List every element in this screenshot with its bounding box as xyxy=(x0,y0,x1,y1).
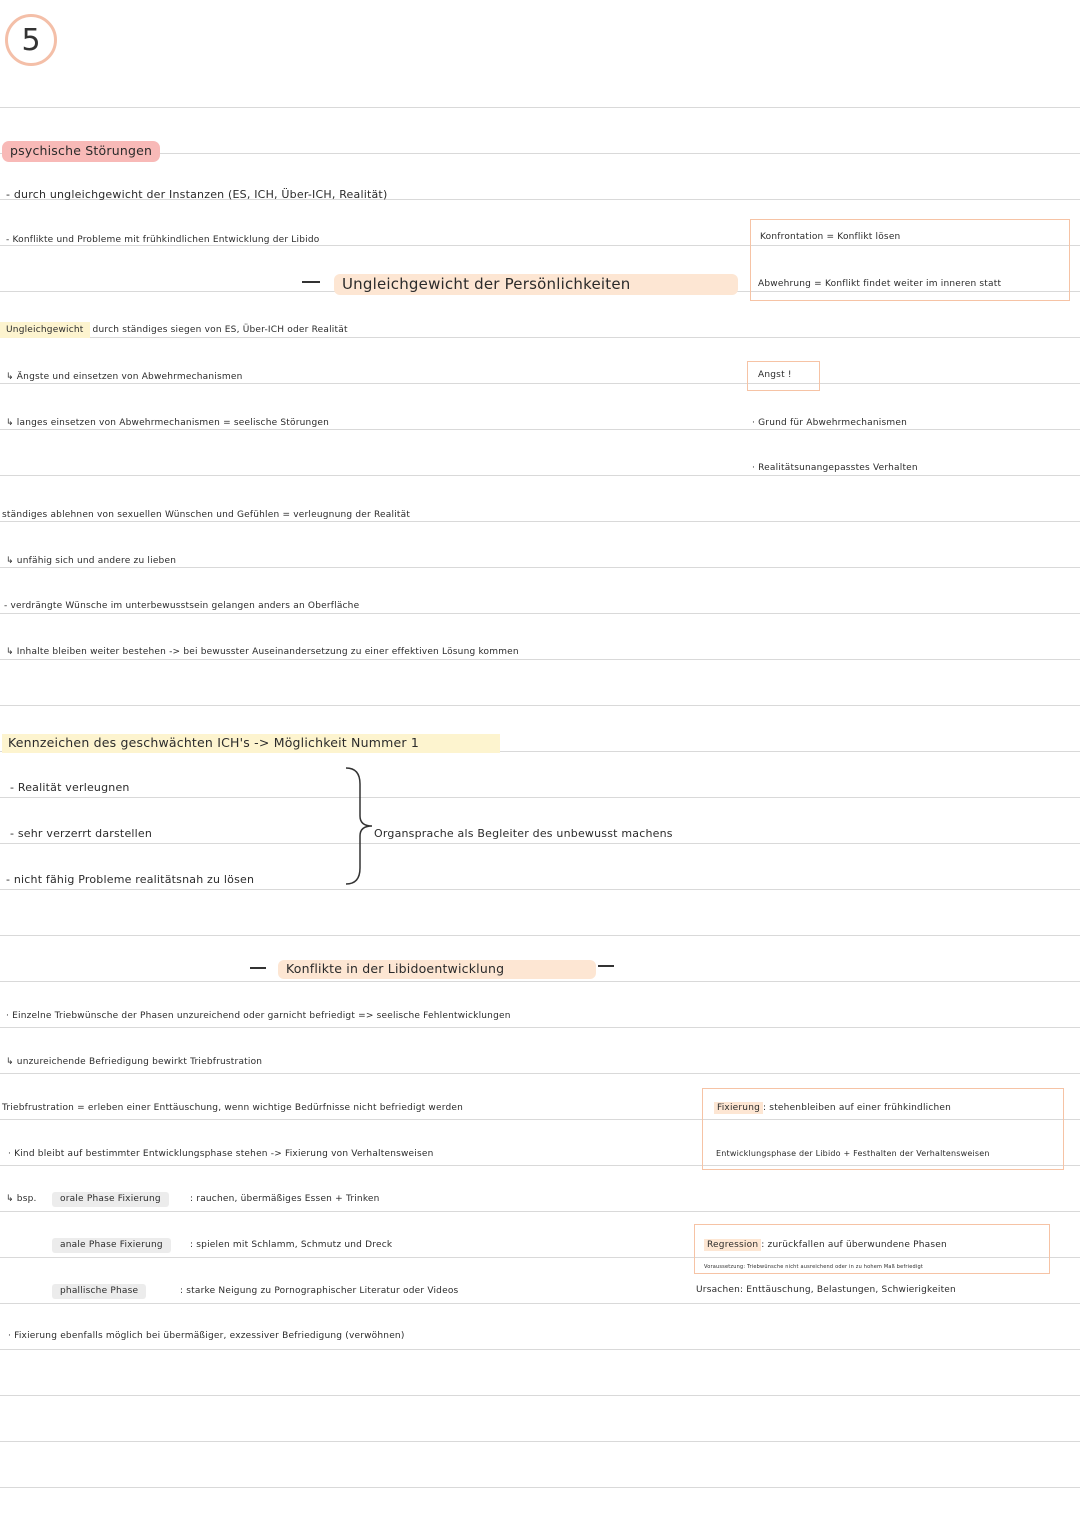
example-prefix: ↳ bsp. xyxy=(6,1194,37,1204)
side-angst-grund: · Grund für Abwehrmechanismen xyxy=(752,418,907,428)
dash-left xyxy=(302,281,320,283)
side-fixierung-line2: Entwicklungsphase der Libido + Festhalten der Verhaltensweisen xyxy=(716,1149,990,1158)
example-anale-text: : spielen mit Schlamm, Schmutz und Dreck xyxy=(190,1240,393,1250)
dash-right-2 xyxy=(598,965,614,967)
highlight-ungleichgewicht: Ungleichgewicht xyxy=(0,322,90,338)
line-verdraengte: - verdrängte Wünsche im unterbewusstsein gelangen anders an Oberfläche xyxy=(4,601,360,611)
side-regression-line xyxy=(704,1241,947,1250)
side-fixierung-label: Fixierung xyxy=(714,1102,763,1114)
example-orale-text: : rauchen, übermäßiges Essen + Trinken xyxy=(190,1194,380,1204)
brace-note-organsprache: Organsprache als Begleiter des unbewusst machens xyxy=(374,827,673,840)
heading-kennzeichen: Kennzeichen des geschwächten ICH's -> Möglichkeit Nummer 1 xyxy=(2,734,500,753)
bullet-ungleichgewicht: - durch ungleichgewicht der Instanzen (ES, ICH, Über-ICH, Realität) xyxy=(6,188,388,201)
example-anale-label: anale Phase Fixierung xyxy=(52,1238,171,1253)
subheading-ungleichgewicht: Ungleichgewicht der Persönlichkeiten xyxy=(334,274,738,295)
item-realitaet-verleugnen: - Realität verleugnen xyxy=(10,781,130,794)
heading-konflikte-libido: Konflikte in der Libidoentwicklung xyxy=(278,960,596,979)
page-number: 5 xyxy=(21,22,41,58)
page-number-badge xyxy=(5,14,57,66)
line-triebfrustration-def: Triebfrustration = erleben einer Enttäuschung, wenn wichtige Bedürfnisse nicht befriedigt werden xyxy=(2,1103,464,1113)
line-aengste: ↳ Ängste und einsetzen von Abwehrmechanismen xyxy=(6,372,243,382)
line-triebwuensche: · Einzelne Triebwünsche der Phasen unzureichend oder garnicht befriedigt => seelische Fehlentwicklungen xyxy=(6,1011,511,1021)
line-kind-bleibt: · Kind bleibt auf bestimmter Entwicklungsphase stehen -> Fixierung von Verhaltensweisen xyxy=(8,1149,434,1159)
side-regression-label: Regression xyxy=(704,1239,761,1251)
example-orale-label: orale Phase Fixierung xyxy=(52,1192,169,1207)
side-regression-fine-print: Voraussetzung: Triebwünsche nicht ausreichend oder in zu hohem Maß befriedigt xyxy=(704,1264,924,1270)
dash-left-2 xyxy=(250,967,266,969)
bullet-konflikte: - Konflikte und Probleme mit frühkindlichen Entwicklung der Libido xyxy=(6,235,320,245)
item-verzerrt: - sehr verzerrt darstellen xyxy=(10,827,153,840)
line-triebfrustration-bewirkt: ↳ unzureichende Befriedigung bewirkt Triebfrustration xyxy=(6,1057,263,1067)
line-unfaehig: ↳ unfähig sich und andere zu lieben xyxy=(6,556,177,566)
item-nicht-faehig: - nicht fähig Probleme realitätsnah zu lösen xyxy=(6,873,255,886)
side-konfrontation: Konfrontation = Konflikt lösen xyxy=(760,232,901,242)
side-regression-text: : zurückfallen auf überwundene Phasen xyxy=(761,1240,947,1250)
line-staendiges-siegen-rest: durch ständiges siegen von ES, Über-ICH oder Realität xyxy=(89,325,348,335)
side-angst-label: Angst ! xyxy=(758,370,792,380)
example-phallische-text: : starke Neigung zu Pornographischer Literatur oder Videos xyxy=(180,1286,459,1296)
line-fixierung-ebenfalls: · Fixierung ebenfalls möglich bei übermäßiger, exzessiver Befriedigung (verwöhnen) xyxy=(8,1331,405,1341)
side-regression-causes: Ursachen: Enttäuschung, Belastungen, Schwierigkeiten xyxy=(696,1285,956,1295)
line-staendiges-siegen xyxy=(0,326,348,335)
side-fixierung-line1 xyxy=(714,1104,951,1113)
example-phallische-label: phallische Phase xyxy=(52,1284,146,1299)
curly-brace-icon xyxy=(342,766,376,886)
line-langes-einsetzen: ↳ langes einsetzen von Abwehrmechanismen = seelische Störungen xyxy=(6,418,330,428)
line-inhalte: ↳ Inhalte bleiben weiter bestehen -> bei bewusster Auseinandersetzung zu einer effektiven Lösung kommen xyxy=(6,647,519,657)
side-abwehrung: Abwehrung = Konflikt findet weiter im inneren statt xyxy=(758,279,1002,289)
side-fixierung-text: : stehenbleiben auf einer frühkindlichen xyxy=(763,1103,952,1113)
side-angst-realitaet: · Realitätsunangepasstes Verhalten xyxy=(752,463,918,473)
heading-psychische-stoerungen: psychische Störungen xyxy=(2,141,160,162)
line-ablehnen: ständiges ablehnen von sexuellen Wünschen und Gefühlen = verleugnung der Realität xyxy=(2,510,411,520)
